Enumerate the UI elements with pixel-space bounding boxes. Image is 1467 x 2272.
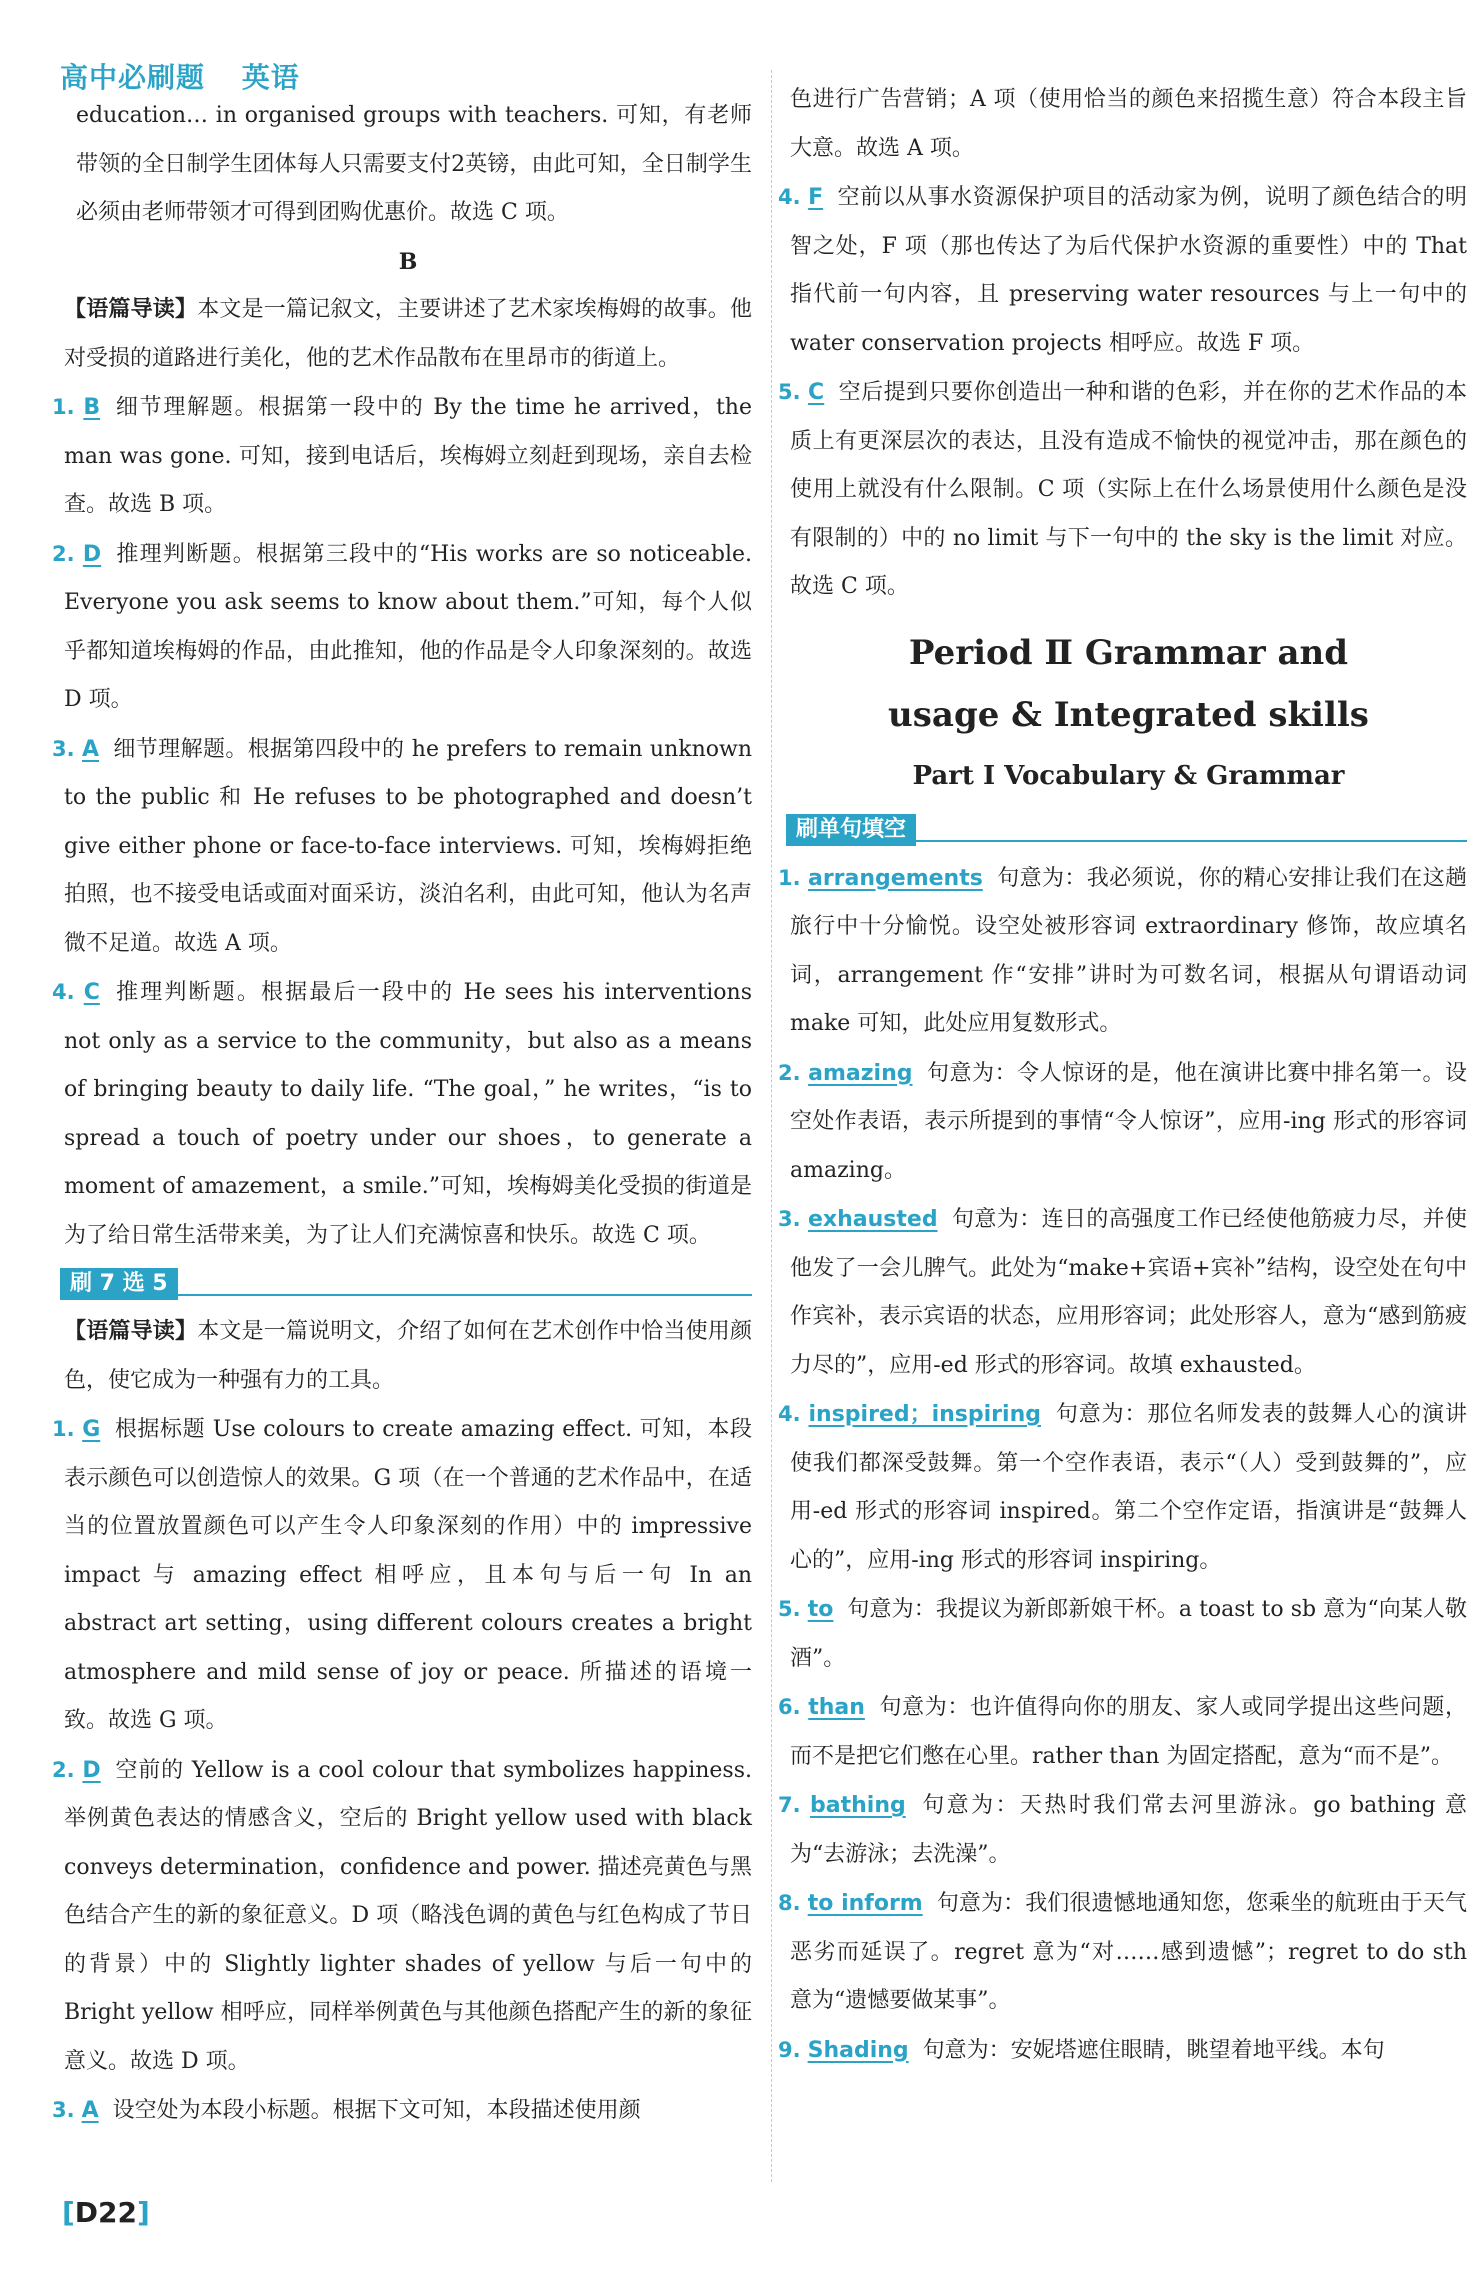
answer-item — [52, 725, 752, 969]
item-number: 4. — [52, 980, 75, 1004]
item-explanation: 句意为：也许值得向你的朋友、家人或同学提出这些问题，而不是把它们憋在心里。rather than 为固定搭配，意为“而不是”。 — [790, 1695, 1467, 1769]
item-answer: to — [807, 1597, 834, 1622]
period-title-line2: usage & Integrated skills — [888, 694, 1369, 735]
item-explanation: 空前以从事水资源保护项目的活动家为例，说明了颜色结合的明智之处，F 项（那也传达了为后代保护水资源的重要性）中的 That 指代前一句内容，且 preserving water resources 与上一句中的 water conservation projects 相呼应。故选 F 项。 — [790, 185, 1467, 356]
item-number: 1. — [52, 395, 75, 419]
item-explanation: 设空处为本段小标题。根据下文可知，本段描述使用颜 — [112, 2098, 641, 2123]
item-number: 1. — [778, 865, 801, 890]
item-answer: to inform — [807, 1891, 923, 1916]
item-explanation: 句意为：我提议为新郎新娘干杯。a toast to sb 意为“向某人敬酒”。 — [790, 1597, 1467, 1671]
subject-label: 英语 — [241, 61, 300, 94]
answer-item — [52, 2086, 752, 2136]
item-explanation: 细节理解题。根据第一段中的 By the time he arrived，the man was gone. 可知，接到电话后，埃梅姆立刻赶到现场，亲自去检查。故选 B 项。 — [64, 395, 752, 517]
answer-item — [778, 854, 1467, 1049]
tag-7x5: 刷 7 选 5 — [60, 1268, 178, 1300]
item-answer: D — [82, 541, 102, 567]
item-number: 8. — [778, 1891, 801, 1915]
item-number: 2. — [778, 1060, 801, 1085]
answer-item — [52, 968, 752, 1260]
item-number: 3. — [778, 1207, 801, 1231]
answer-item — [778, 1195, 1467, 1390]
item-number: 3. — [52, 2098, 75, 2122]
answers-7x5-cont-list — [778, 173, 1467, 612]
answer-item — [778, 1781, 1467, 1879]
answer-item — [778, 1585, 1467, 1683]
period-title-line1: Period Ⅱ Grammar and — [908, 632, 1349, 673]
item-answer: D — [82, 1757, 101, 1783]
item-number: 1. — [52, 1417, 75, 1441]
answer-item — [52, 1746, 752, 2087]
book-title: 高中必刷题 — [60, 61, 206, 94]
item-explanation: 句意为：那位名师发表的鼓舞人心的演讲使我们都深受鼓舞。第一个空作表语，表示“（人）受到鼓舞的”，应用-ed 形式的形容词 inspired。第二个空作定语，指演讲是“鼓舞人心的”，应用-ing 形式的形容词 inspiring。 — [790, 1402, 1467, 1573]
item-number: 2. — [52, 1757, 75, 1782]
item-number: 4. — [778, 185, 801, 209]
item-explanation: 句意为：令人惊讶的是，他在演讲比赛中排名第一。设空处作表语，表示所提到的事情“令人惊讶”，应用-ing 形式的形容词 amazing。 — [790, 1060, 1467, 1183]
page-number: [D22] — [62, 2196, 150, 2229]
passage-guide-7x5 — [64, 1308, 752, 1405]
answer-item — [778, 173, 1467, 368]
item-number: 4. — [778, 1402, 801, 1426]
guide-label: 【语篇导读】 — [64, 297, 198, 322]
guide-text: 本文是一篇说明文，介绍了如何在艺术创作中恰当使用颜色，使它成为一种强有力的工具。 — [64, 1319, 752, 1393]
item-explanation: 推理判断题。根据最后一段中的 He sees his interventions not only as a service to the community，but also as a means of bringing beauty to daily life. “The goal，” he writes，“is to spread a touch of poetry under our shoes，to generate a moment of amazement，a smile.”可知，埃梅姆美化受损的街道是为了给日常生活带来美，为了让人们充满惊喜和快乐。故选 C 项。 — [64, 980, 752, 1248]
fill-blank-list — [778, 854, 1467, 2076]
answer-item — [52, 383, 752, 530]
item-explanation: 细节理解题。根据第四段中的 he prefers to remain unknown to the public 和 He refuses to be photographed and doesn’t give either phone or face-to-face interviews. 可知，埃梅姆拒绝拍照，也不接受电话或面对面采访，淡泊名利，由此可知，他认为名声微不足道。故选 A 项。 — [64, 736, 752, 956]
guide-text: 本文是一篇记叙文，主要讲述了艺术家埃梅姆的故事。他对受损的道路进行美化，他的艺术作品散布在里昂市的街道上。 — [64, 297, 752, 371]
item-number: 7. — [778, 1793, 801, 1817]
part-title: Part Ⅰ Vocabulary & Grammar — [912, 760, 1345, 791]
item-explanation: 句意为：天热时我们常去河里游泳。go bathing 意为“去游泳；去洗澡”。 — [790, 1793, 1467, 1867]
section-b-heading: B — [398, 248, 418, 275]
answer-item — [778, 368, 1467, 612]
answers-7x5-list — [52, 1405, 753, 2136]
answer-item — [52, 530, 752, 725]
item-number: 5. — [778, 1597, 801, 1621]
item-number: 5. — [778, 380, 801, 404]
answer-item — [778, 1683, 1467, 1781]
item-explanation: 句意为：连日的高强度工作已经使他筋疲力尽，并使他发了一会儿脾气。此处为“make+宾语+宾补”结构，设空处在句中作宾补，表示宾语的状态，应用形容词；此处形容人，意为“感到筋疲力尽的”，应用-ed 形式的形容词。故填 exhausted。 — [790, 1207, 1467, 1378]
tag-7x5-row — [64, 1260, 752, 1308]
item-answer: C — [83, 980, 100, 1005]
guide-label: 【语篇导读】 — [64, 1319, 198, 1344]
item-answer: exhausted — [808, 1207, 938, 1232]
item-number: 2. — [52, 541, 75, 566]
answer-item — [778, 1879, 1467, 2026]
item-explanation: 根据标题 Use colours to create amazing effect. 可知，本段表示颜色可以创造惊人的效果。G 项（在一个普通的艺术作品中，在适当的位置放置颜色可以产生令人印象深刻的作用）中的 impressive impact 与 amazing effect 相呼应，且本句与后一句 In an abstract art setting，using different colours creates a bright atmosphere and mild sense of joy or peace. 所描述的语境一致。故选 G 项。 — [64, 1417, 753, 1733]
left-column — [52, 92, 753, 2212]
item-answer: inspired；inspiring — [808, 1402, 1041, 1427]
tag-fill-blank: 刷单句填空 — [786, 814, 916, 846]
continued-paragraph: 色进行广告营销；A 项（使用恰当的颜色来招揽生意）符合本段主旨大意。故选 A 项。 — [790, 87, 1467, 161]
period-title — [790, 622, 1467, 746]
item-answer: amazing — [808, 1060, 913, 1086]
column-divider — [771, 70, 772, 2182]
item-answer: G — [82, 1417, 101, 1442]
item-explanation: 空后提到只要你创造出一种和谐的色彩，并在你的艺术作品的本质上有更深层次的表达，且没有造成不愉快的视觉冲击，那在颜色的使用上就没有什么限制。C 项（实际上在什么场景使用什么颜色是没有限制的）中的 no limit 与下一句中的 the sky is the limit 对应。故选 C 项。 — [790, 380, 1467, 599]
tag-fill-row — [790, 806, 1467, 854]
item-explanation: 句意为：我们很遗憾地通知您，您乘坐的航班由于天气恶劣而延误了。regret 意为“对……感到遗憾”；regret to do sth 意为“遗憾要做某事”。 — [790, 1891, 1467, 2013]
item-answer: arrangements — [807, 865, 983, 891]
passage-guide-b — [64, 286, 752, 383]
page-header — [60, 56, 326, 96]
intro-paragraph: education… in organised groups with teachers. 可知，有老师带领的全日制学生团体每人只需要支付2英镑，由此可知，全日制学生必须由老师带领才可得到团购优惠价。故选 C 项。 — [76, 103, 752, 225]
item-answer: than — [808, 1695, 865, 1720]
item-explanation: 空前的 Yellow is a cool colour that symbolizes happiness. 举例黄色表达的情感含义，空后的 Bright yellow used with black conveys determination，confidence and power. 描述亮黄色与黑色结合产生的新的象征意义。D 项（略浅色调的黄色与红色构成了节日的背景）中的 Slightly lighter shades of yellow 与后一句中的 Bright yellow 相呼应，同样举例黄色与其他颜色搭配产生的新的象征意义。故选 D 项。 — [64, 1757, 752, 2074]
item-answer: Shading — [807, 2037, 909, 2063]
item-answer: C — [808, 380, 825, 405]
item-explanation: 句意为：我必须说，你的精心安排让我们在这趟旅行中十分愉悦。设空处被形容词 extraordinary 修饰，故应填名词，arrangement 作“安排”讲时为可数名词，根据从句谓语动词 make 可知，此处应用复数形式。 — [790, 865, 1467, 1036]
answer-item — [778, 1049, 1467, 1196]
item-number: 6. — [778, 1695, 801, 1719]
item-answer: A — [81, 736, 100, 762]
item-explanation: 推理判断题。根据第三段中的“His works are so noticeable. Everyone you ask seems to know about them.”可知，每个人似乎都知道埃梅姆的作品，由此推知，他的作品是令人印象深刻的。故选 D 项。 — [64, 541, 752, 712]
item-answer: F — [808, 185, 824, 210]
answers-b-list — [52, 383, 752, 1260]
answer-item — [778, 2026, 1467, 2076]
item-explanation: 句意为：安妮塔遮住眼睛，眺望着地平线。本句 — [922, 2037, 1385, 2063]
item-number: 9. — [778, 2037, 801, 2062]
item-answer: A — [81, 2098, 99, 2123]
answer-item — [778, 1390, 1467, 1585]
item-answer: B — [83, 395, 101, 420]
right-column — [778, 76, 1467, 2212]
item-answer: bathing — [810, 1793, 906, 1818]
answer-item — [52, 1405, 753, 1746]
item-number: 3. — [52, 736, 75, 761]
